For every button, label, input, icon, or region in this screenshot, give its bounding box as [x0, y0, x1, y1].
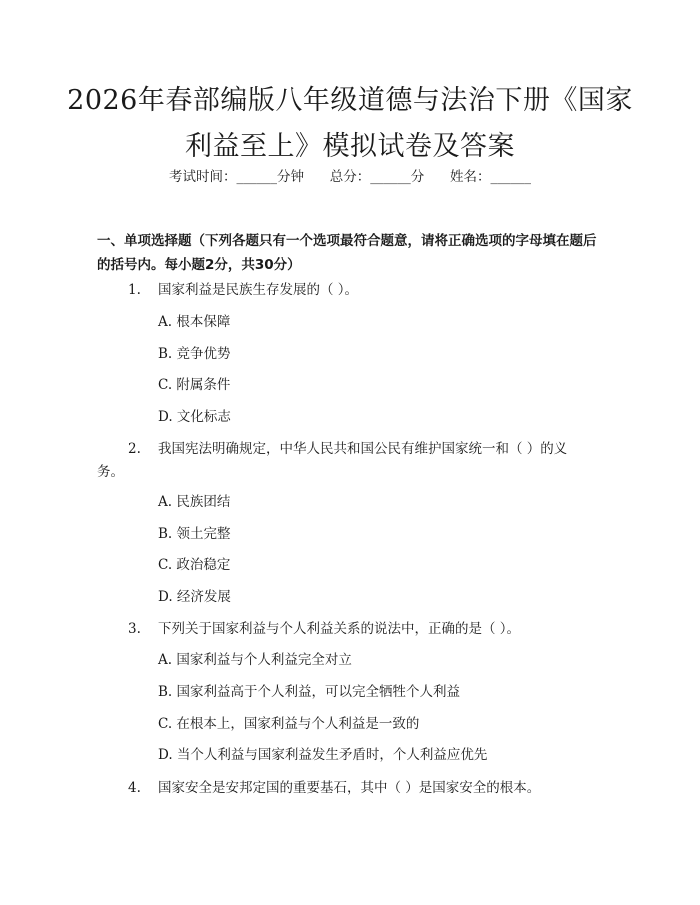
section-heading: 一、单项选择题（下列各题只有一个选项最符合题意，请将正确选项的字母填在题后的括号内。每小题2分，共30分）	[97, 233, 597, 273]
option-b: B. 领土完整	[158, 526, 231, 542]
option-a: A. 民族团结	[158, 494, 231, 510]
question-text: 国家安全是安邦定国的重要基石，其中（ ）是国家安全的根本。	[158, 780, 541, 796]
option-d: D. 文化标志	[158, 409, 231, 425]
question-number: 3.	[128, 621, 141, 637]
option-c: C. 政治稳定	[158, 557, 231, 573]
question-text: 国家利益是民族生存发展的（ ）。	[158, 282, 359, 298]
document-title: 2026年春部编版八年级道德与法治下册《国家利益至上》模拟试卷及答案	[67, 85, 633, 162]
question-number: 4.	[128, 780, 141, 796]
option-b: B. 竞争优势	[158, 346, 231, 362]
question-number: 2.	[128, 441, 141, 457]
option-d: D. 经济发展	[158, 589, 231, 605]
option-c: C. 在根本上，国家利益与个人利益是一致的	[158, 716, 420, 732]
option-a: A. 国家利益与个人利益完全对立	[158, 652, 352, 668]
option-a: A. 根本保障	[158, 314, 231, 330]
question-text: 我国宪法明确规定，中华人民共和国公民有维护国家统一和（ ）的义	[158, 441, 568, 457]
question-text: 下列关于国家利益与个人利益关系的说法中，正确的是（ ）。	[158, 621, 521, 637]
option-b: B. 国家利益高于个人利益，可以完全牺牲个人利益	[158, 684, 461, 700]
option-d: D. 当个人利益与国家利益发生矛盾时，个人利益应优先	[158, 747, 488, 763]
option-c: C. 附属条件	[158, 377, 231, 393]
question-number: 1.	[128, 282, 141, 298]
exam-info-line: 考试时间：______分钟 总分：______分 姓名：______	[169, 169, 531, 185]
question-text-continuation: 务。	[97, 464, 124, 480]
